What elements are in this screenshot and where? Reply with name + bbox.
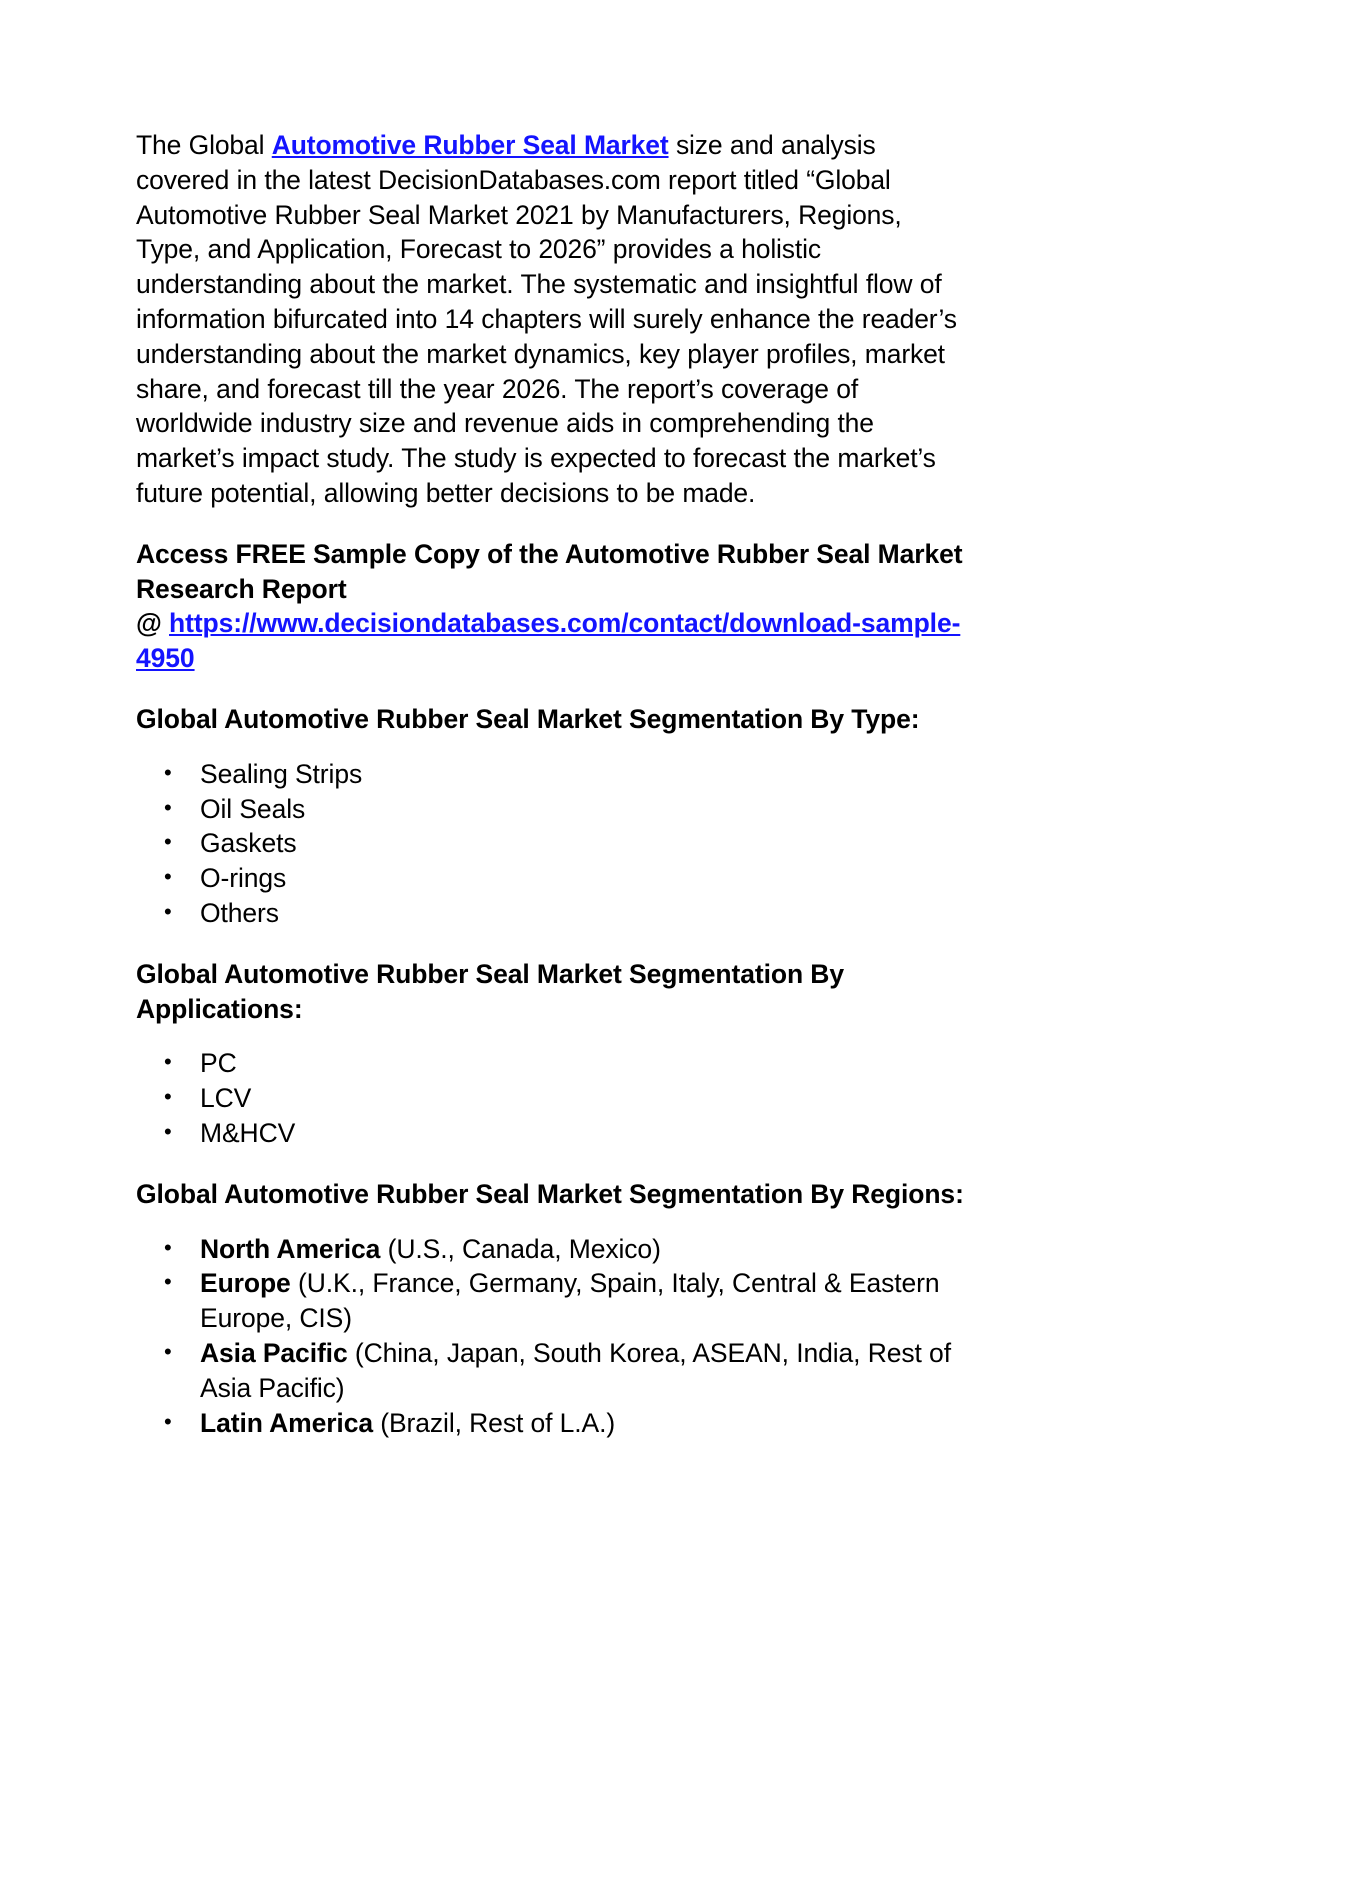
intro-body-text: size and analysis covered in the latest DecisionDatabases.com report titled “Global Automotive Rubber Seal Market 2021 by Manufacturers, Regions, Type, and Application, Forecast to 2026” provides a holistic understanding about the market. The systematic and insightful flow of information bifurcated into 14 chapters will surely enhance the reader’s understanding about the market dynamics, key player profiles, market share, and forecast till the year 2026. The report’s coverage of worldwide industry size and revenue aids in comprehending the market’s impact study. The study is expected to forecast the market’s future potential, allowing better decisions to be made.: [136, 130, 957, 508]
region-name: Europe: [200, 1268, 291, 1299]
automotive-rubber-seal-market-link[interactable]: Automotive Rubber Seal Market: [271, 130, 669, 160]
segmentation-by-type-list: [136, 757, 964, 931]
region-name: Asia Pacific: [200, 1337, 348, 1368]
region-name: North America: [200, 1233, 381, 1264]
list-item: • PC: [136, 1046, 964, 1081]
region-detail: (Brazil, Rest of L.A.): [372, 1407, 616, 1438]
intro-paragraph: [136, 128, 964, 511]
list-item: [136, 1232, 964, 1267]
region-detail: (China, Japan, South Korea, ASEAN, India, Rest of Asia Pacific): [200, 1337, 951, 1403]
segmentation-by-type-heading: Global Automotive Rubber Seal Market Segmentation By Type:: [136, 703, 920, 734]
list-item: • LCV: [136, 1081, 964, 1116]
segmentation-by-regions-heading: Global Automotive Rubber Seal Market Segmentation By Regions:: [136, 1178, 964, 1209]
list-item: • M&HCV: [136, 1116, 964, 1151]
list-item: • O-rings: [136, 861, 964, 896]
region-detail: (U.S., Canada, Mexico): [380, 1233, 661, 1264]
segmentation-by-applications-heading: Global Automotive Rubber Seal Market Segmentation By Applications:: [136, 958, 844, 1024]
list-item: • Sealing Strips: [136, 757, 964, 792]
list-item: • Gaskets: [136, 826, 964, 861]
region-name: Latin America: [200, 1407, 373, 1438]
sample-copy-heading-line2: Research Report: [136, 573, 347, 604]
segmentation-by-applications-list: [136, 1046, 964, 1150]
segmentation-by-regions-list: [136, 1232, 964, 1441]
list-item: [136, 1266, 964, 1336]
list-item: • Oil Seals: [136, 792, 964, 827]
sample-copy-heading-line1: Access FREE Sample Copy of the Automotive Rubber Seal Market: [136, 538, 963, 569]
list-item: [136, 1336, 964, 1406]
intro-lead-text: The Global: [136, 130, 272, 160]
at-symbol-prefix: @: [136, 608, 170, 639]
list-item: [136, 1406, 964, 1441]
sample-copy-block: [136, 537, 964, 676]
region-detail: (U.K., France, Germany, Spain, Italy, Central & Eastern Europe, CIS): [200, 1268, 940, 1334]
list-item: • Others: [136, 896, 964, 931]
download-sample-link[interactable]: https://www.decisiondatabases.com/contact/download-sample-4950: [136, 608, 961, 674]
document-content: [136, 128, 964, 1466]
